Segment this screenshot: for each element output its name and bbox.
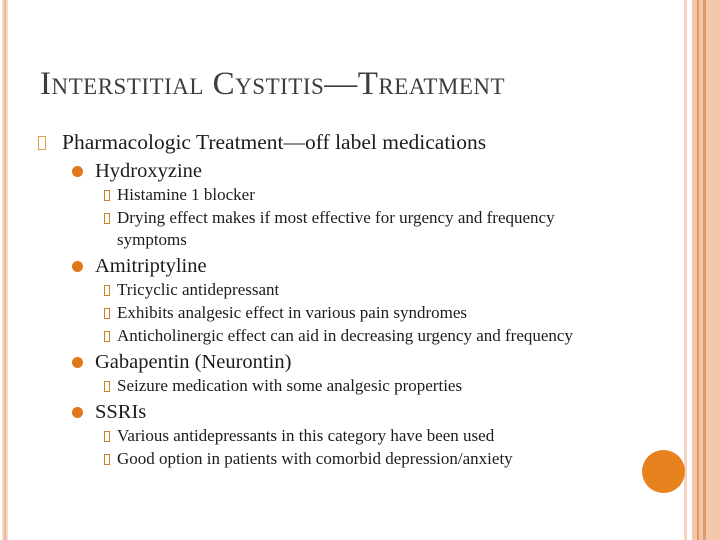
circle-bullet-icon [72, 357, 83, 368]
bullet-item-level3 [104, 207, 574, 251]
bullet-column [72, 254, 95, 272]
bullet-text: Seizure medication with some analgesic properties [117, 376, 463, 395]
bullet-column [104, 448, 117, 465]
stripe [6, 0, 8, 540]
slide-body [38, 130, 598, 471]
bullet-text: Histamine 1 blocker [117, 185, 255, 204]
left-border-stripes [2, 0, 8, 540]
hollow-square-bullet-icon [104, 285, 110, 296]
bullet-column [104, 207, 117, 224]
bullet-column [104, 375, 117, 392]
hollow-square-bullet-icon [104, 213, 110, 224]
bullet-text: Hydroxyzine [95, 160, 203, 182]
circle-bullet-icon [72, 261, 83, 272]
bullet-text: Drying effect makes if most effective for urgency and frequency symptoms [117, 208, 555, 249]
bullet-item-level1 [38, 130, 598, 155]
bullet-item-level3 [104, 325, 574, 347]
bullet-column [72, 400, 95, 418]
circle-bullet-icon [72, 407, 83, 418]
hollow-square-bullet-icon [38, 136, 46, 150]
bullet-text: SSRIs [95, 401, 147, 423]
accent-circle [642, 450, 685, 493]
hollow-square-bullet-icon [104, 190, 110, 201]
bullet-column [104, 184, 117, 201]
bullet-text: Good option in patients with comorbid depression/anxiety [117, 449, 513, 468]
bullet-item-level3 [104, 375, 574, 397]
right-border-stripes [683, 0, 720, 540]
hollow-square-bullet-icon [104, 308, 110, 319]
bullet-column [38, 130, 62, 150]
stripe [684, 0, 687, 540]
bullet-column [104, 325, 117, 342]
bullet-column [104, 279, 117, 296]
slide-title: Interstitial Cystitis—Treatment [40, 66, 506, 102]
bullet-item-level3 [104, 425, 574, 447]
circle-bullet-icon [72, 166, 83, 177]
bullet-item-level3 [104, 302, 574, 324]
bullet-item-level2 [72, 400, 598, 425]
bullet-item-level2 [72, 159, 598, 184]
bullet-text: Anticholinergic effect can aid in decreasing urgency and frequency [117, 326, 573, 345]
bullet-column [104, 302, 117, 319]
bullet-text: Exhibits analgesic effect in various pain syndromes [117, 303, 467, 322]
bullet-column [104, 425, 117, 442]
stripe [706, 0, 720, 540]
bullet-item-level3 [104, 279, 574, 301]
hollow-square-bullet-icon [104, 454, 110, 465]
bullet-text: Pharmacologic Treatment—off label medications [62, 130, 487, 154]
bullet-text: Gabapentin (Neurontin) [95, 351, 292, 373]
bullet-item-level3 [104, 184, 574, 206]
bullet-text: Various antidepressants in this category have been used [117, 426, 495, 445]
bullet-column [72, 159, 95, 177]
hollow-square-bullet-icon [104, 381, 110, 392]
bullet-text: Tricyclic antidepressant [117, 280, 280, 299]
bullet-text: Amitriptyline [95, 255, 207, 277]
hollow-square-bullet-icon [104, 331, 110, 342]
bullet-column [72, 350, 95, 368]
hollow-square-bullet-icon [104, 431, 110, 442]
bullet-item-level2 [72, 350, 598, 375]
bullet-item-level3 [104, 448, 574, 470]
bullet-item-level2 [72, 254, 598, 279]
